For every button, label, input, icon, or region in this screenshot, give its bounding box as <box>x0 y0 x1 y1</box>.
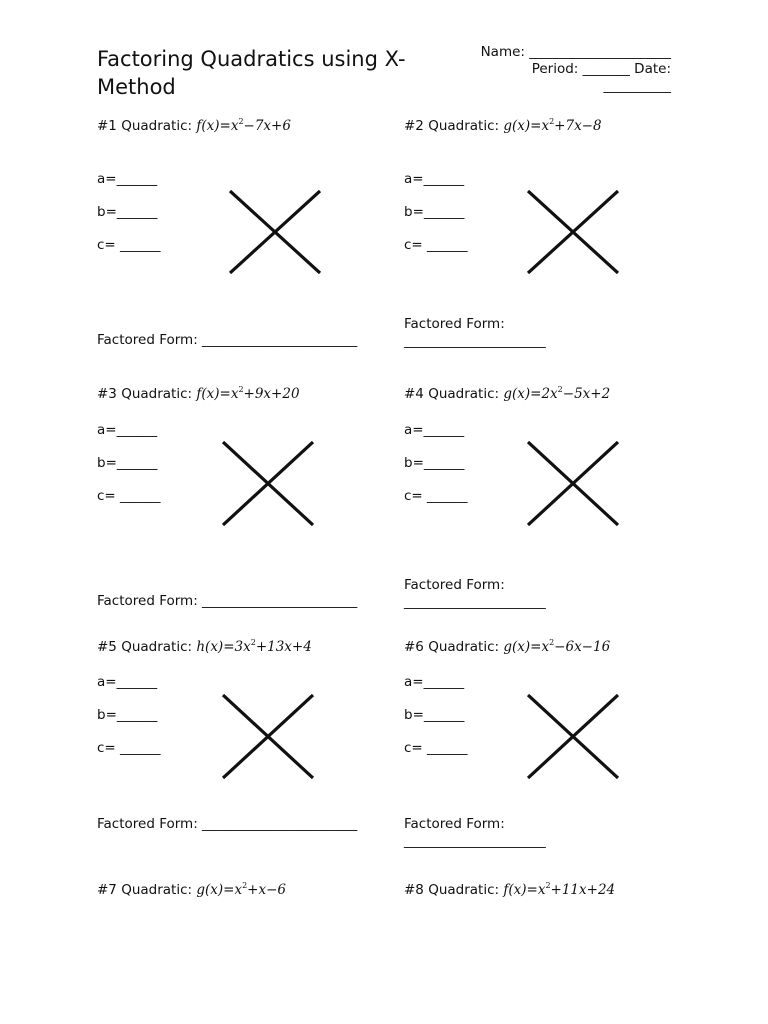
problem-4-a-field[interactable]: a=______ <box>404 422 465 438</box>
x-method-cross-icon <box>222 441 314 526</box>
problem-1-header <box>97 118 291 135</box>
problem-2-header <box>404 118 602 135</box>
date-field-line[interactable]: __________ <box>603 78 671 94</box>
problem-1-label: #1 Quadratic: <box>97 118 193 134</box>
problem-4-c-field[interactable]: c= ______ <box>404 488 468 504</box>
problem-2-label: #2 Quadratic: <box>404 118 500 134</box>
problem-6-factored-form[interactable]: Factored Form: _____________________ <box>404 816 546 849</box>
problem-2-a-field[interactable]: a=______ <box>404 171 465 187</box>
problem-6-header <box>404 639 610 656</box>
x-method-cross-icon <box>527 190 619 274</box>
problem-5-equation: $h(x)=3x^2+13x+4$ <box>196 638 312 655</box>
problem-3-c-field[interactable]: c= ______ <box>97 488 161 504</box>
name-field-line[interactable]: Name: _____________________ <box>480 44 671 60</box>
problem-5-c-field[interactable]: c= ______ <box>97 740 161 756</box>
problem-6-equation: $g(x)=x^2-6x-16$ <box>503 638 611 655</box>
x-method-cross-icon <box>527 694 619 779</box>
problem-4-equation: $g(x)=2x^2-5x+2$ <box>503 385 611 402</box>
problem-5-label: #5 Quadratic: <box>97 639 193 655</box>
problem-1-a-field[interactable]: a=______ <box>97 171 158 187</box>
problem-5-header <box>97 639 312 656</box>
problem-2-equation: $g(x)=x^2+7x-8$ <box>503 117 602 134</box>
problem-4-label: #4 Quadratic: <box>404 386 500 402</box>
problem-7-equation: $g(x)=x^2+x-6$ <box>196 881 286 898</box>
problem-4-b-field[interactable]: b=______ <box>404 455 465 471</box>
problem-8-equation: $f(x)=x^2+11x+24$ <box>503 881 616 898</box>
x-method-cross-icon <box>229 190 321 274</box>
page-title: Factoring Quadratics using X-Method <box>97 47 406 99</box>
problem-2-b-field[interactable]: b=______ <box>404 204 465 220</box>
problem-7-label: #7 Quadratic: <box>97 882 193 898</box>
problem-6-c-field[interactable]: c= ______ <box>404 740 468 756</box>
problem-1-c-field[interactable]: c= ______ <box>97 237 161 253</box>
problem-2-c-field[interactable]: c= ______ <box>404 237 468 253</box>
problem-4-factored-form[interactable]: Factored Form: _____________________ <box>404 577 546 610</box>
problem-3-equation: $f(x)=x^2+9x+20$ <box>196 385 300 402</box>
problem-1-equation: $f(x)=x^2-7x+6$ <box>196 117 291 134</box>
problem-5-factored-form[interactable]: Factored Form: _______________________ <box>97 816 358 832</box>
problem-5-b-field[interactable]: b=______ <box>97 707 158 723</box>
student-info <box>440 44 671 95</box>
problem-5-a-field[interactable]: a=______ <box>97 674 158 690</box>
problem-1-b-field[interactable]: b=______ <box>97 204 158 220</box>
period-date-line[interactable]: Period: _______ Date: <box>531 61 671 77</box>
problem-6-b-field[interactable]: b=______ <box>404 707 465 723</box>
problem-8-label: #8 Quadratic: <box>404 882 500 898</box>
problem-3-label: #3 Quadratic: <box>97 386 193 402</box>
problem-1-factored-form[interactable]: Factored Form: _______________________ <box>97 332 358 348</box>
problem-4-header <box>404 386 610 403</box>
problem-2-factored-form[interactable]: Factored Form: _____________________ <box>404 316 546 349</box>
problem-7-header <box>97 882 286 899</box>
problem-6-a-field[interactable]: a=______ <box>404 674 465 690</box>
problem-3-b-field[interactable]: b=______ <box>97 455 158 471</box>
problem-3-a-field[interactable]: a=______ <box>97 422 158 438</box>
problem-8-header <box>404 882 615 899</box>
x-method-cross-icon <box>222 694 314 779</box>
x-method-cross-icon <box>527 441 619 526</box>
problem-3-header <box>97 386 300 403</box>
problem-6-label: #6 Quadratic: <box>404 639 500 655</box>
problem-3-factored-form[interactable]: Factored Form: _______________________ <box>97 593 358 609</box>
